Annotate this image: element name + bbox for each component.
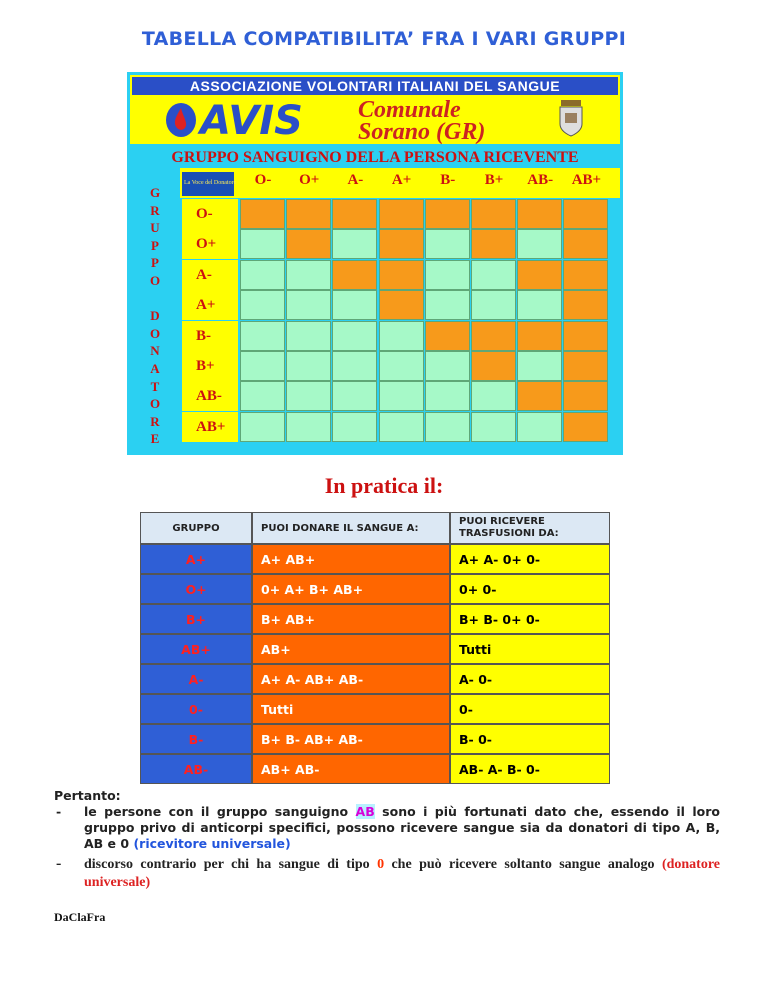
notes [54, 788, 720, 892]
note1-part-c: (ricevitore universale) [133, 836, 291, 851]
matrix-cell-incompatible [332, 290, 377, 320]
donor-letter: O [149, 325, 161, 341]
matrix-cell-incompatible [471, 381, 516, 411]
note1-part-b: sono i più fortunati dato che, essendo il loro gruppo privo di anticorpi specifici, possono ricevere sangue sia da donatori di tipo A, B, AB e 0 [84, 804, 720, 851]
donor-letter: E [150, 431, 160, 447]
cell-ricevere: B+ B- 0+ 0- [450, 604, 610, 634]
matrix-cell-compatible [517, 381, 562, 411]
matrix-cell-incompatible [240, 290, 285, 320]
matrix-cell-incompatible [471, 290, 516, 320]
cell-gruppo: AB- [140, 754, 252, 784]
avis-logo [160, 98, 360, 140]
matrix-cell-compatible [563, 229, 608, 259]
matrix-cell-incompatible [425, 381, 470, 411]
signature: DaClaFra [54, 910, 106, 924]
matrix-cell-incompatible [379, 412, 424, 442]
matrix-cell-incompatible [379, 351, 424, 381]
donor-letter: T [150, 378, 160, 394]
donor-group-label [140, 184, 170, 448]
notes-item-1-text [84, 804, 720, 852]
row-header: AB+ [182, 412, 238, 442]
cell-donare: B+ B- AB+ AB- [252, 724, 450, 754]
matrix-cell-incompatible [425, 290, 470, 320]
matrix-cell-incompatible [425, 260, 470, 290]
donor-letter: G [149, 185, 161, 200]
table-row [140, 724, 610, 754]
cell-gruppo: B- [140, 724, 252, 754]
comunale-text [358, 99, 485, 143]
note2-part-b: che può ricevere soltanto sangue analogo [391, 857, 655, 872]
mini-logo-text: La Voce del Donatore [184, 180, 237, 186]
column-header: AB- [527, 172, 554, 188]
row-header: O+ [182, 229, 238, 259]
cell-ricevere: A- 0- [450, 664, 610, 694]
matrix-cell-compatible [563, 290, 608, 320]
matrix-cell-compatible [563, 412, 608, 442]
matrix-cell-compatible [517, 199, 562, 229]
matrix-cell-compatible [517, 260, 562, 290]
donor-letter: O [149, 272, 161, 288]
cell-donare: A+ AB+ [252, 544, 450, 574]
row-header: O- [182, 199, 238, 229]
header-ricevere: PUOI RICEVERE TRASFUSIONI DA: [450, 512, 610, 544]
table-row [140, 604, 610, 634]
note2-part-a: discorso contrario per chi ha sangue di tipo [84, 857, 370, 872]
matrix-cell-compatible [240, 199, 285, 229]
matrix-cell-compatible [332, 199, 377, 229]
donor-letter: D [150, 308, 160, 324]
matrix-cell-incompatible [471, 260, 516, 290]
matrix-cell-incompatible [240, 412, 285, 442]
matrix-cell-compatible [563, 199, 608, 229]
note2-zero: 0 [377, 857, 385, 872]
matrix-cell-incompatible [286, 351, 331, 381]
column-header: O+ [299, 172, 320, 188]
matrix-cell-compatible [286, 199, 331, 229]
cell-donare: AB+ [252, 634, 450, 664]
matrix-cell-incompatible [240, 229, 285, 259]
row-header: A- [182, 260, 238, 290]
cell-donare: Tutti [252, 694, 450, 724]
cell-gruppo: O+ [140, 574, 252, 604]
cell-donare: 0+ A+ B+ AB+ [252, 574, 450, 604]
notes-heading: Pertanto: [54, 788, 121, 803]
matrix-cell-incompatible [517, 351, 562, 381]
cell-ricevere: A+ A- 0+ 0- [450, 544, 610, 574]
matrix-cell-incompatible [240, 260, 285, 290]
bullet-dash: - [56, 804, 62, 819]
matrix-cell-incompatible [240, 351, 285, 381]
matrix-cell-compatible [379, 229, 424, 259]
donor-letter: P [151, 255, 159, 271]
table-row [140, 754, 610, 784]
cell-donare: AB+ AB- [252, 754, 450, 784]
cell-donare: A+ A- AB+ AB- [252, 664, 450, 694]
matrix-cell-compatible [471, 321, 516, 351]
matrix-cell-incompatible [517, 229, 562, 259]
note1-ab: AB [355, 804, 375, 819]
donor-letter: N [150, 343, 160, 359]
matrix-cell-incompatible [517, 290, 562, 320]
column-header: B+ [484, 172, 504, 188]
column-header: O- [254, 172, 272, 188]
notes-item-2 [54, 856, 720, 892]
matrix-cell-compatible [379, 290, 424, 320]
column-header: A- [347, 172, 364, 188]
row-header: B- [182, 321, 238, 351]
donor-letter: U [150, 220, 160, 236]
section-subtitle: In pratica il: [324, 473, 444, 498]
cell-gruppo: AB+ [140, 634, 252, 664]
header-gruppo: GRUPPO [140, 512, 252, 544]
donor-letter: P [151, 237, 159, 253]
matrix-cell-incompatible [286, 290, 331, 320]
mini-logo [182, 172, 237, 196]
donor-letter: A [150, 360, 160, 376]
comunale-line1: Comunale [358, 97, 461, 123]
cell-ricevere: Tutti [450, 634, 610, 664]
column-header: AB+ [571, 172, 602, 188]
association-name: ASSOCIAZIONE VOLONTARI ITALIANI DEL SANGUE [132, 77, 618, 95]
note2-part-c: (donatore universale) [84, 857, 721, 890]
column-header: B- [440, 172, 456, 188]
comunale-line2: Sorano (GR) [358, 119, 486, 145]
matrix-cell-compatible [563, 381, 608, 411]
cell-donare: B+ AB+ [252, 604, 450, 634]
matrix-cell-compatible [379, 260, 424, 290]
matrix-cell-incompatible [332, 229, 377, 259]
matrix-cell-incompatible [286, 260, 331, 290]
cell-gruppo: 0- [140, 694, 252, 724]
donor-letter: R [150, 202, 160, 218]
matrix-cell-compatible [563, 260, 608, 290]
notes-item-1 [54, 804, 720, 852]
donor-letter: O [149, 396, 161, 412]
notes-item-2-text [84, 856, 720, 892]
note1-part-a: le persone con il gruppo sanguigno [84, 804, 349, 819]
matrix-cell-incompatible [517, 412, 562, 442]
bullet-dash: - [56, 855, 62, 872]
matrix-cell-compatible [286, 229, 331, 259]
matrix-cell-incompatible [332, 412, 377, 442]
donor-letter [140, 290, 170, 308]
row-header: A+ [182, 290, 238, 320]
matrix-cell-incompatible [286, 381, 331, 411]
table-header-row [140, 512, 610, 544]
matrix-cell-incompatible [379, 381, 424, 411]
cell-ricevere: B- 0- [450, 724, 610, 754]
page-title: TABELLA COMPATIBILITA’ FRA I VARI GRUPPI [141, 28, 627, 50]
matrix-cell-incompatible [332, 381, 377, 411]
matrix-cell-incompatible [240, 321, 285, 351]
column-header: A+ [391, 172, 412, 188]
matrix-cell-incompatible [286, 321, 331, 351]
matrix-cell-incompatible [425, 351, 470, 381]
matrix-cell-compatible [517, 321, 562, 351]
matrix-cell-incompatible [286, 412, 331, 442]
matrix-cell-compatible [471, 351, 516, 381]
table-row [140, 544, 610, 574]
table-row [140, 574, 610, 604]
matrix-cell-compatible [332, 260, 377, 290]
matrix-cell-compatible [563, 351, 608, 381]
matrix-cell-compatible [425, 321, 470, 351]
matrix-cell-incompatible [471, 412, 516, 442]
avis-logo-text: AVIS [200, 98, 303, 140]
matrix-cell-incompatible [240, 381, 285, 411]
matrix-cell-compatible [379, 199, 424, 229]
matrix-cell-incompatible [332, 321, 377, 351]
cell-gruppo: A+ [140, 544, 252, 574]
table-row [140, 664, 610, 694]
donor-letter: R [150, 413, 160, 429]
matrix-cell-compatible [563, 321, 608, 351]
header-donare: PUOI DONARE IL SANGUE A: [252, 512, 450, 544]
matrix-cell-incompatible [425, 412, 470, 442]
receiver-group-title: GRUPPO SANGUIGNO DELLA PERSONA RICEVENTE [171, 149, 579, 166]
matrix-cell-compatible [471, 199, 516, 229]
table-row [140, 634, 610, 664]
cell-ricevere: 0+ 0- [450, 574, 610, 604]
cell-gruppo: A- [140, 664, 252, 694]
row-header: B+ [182, 351, 238, 381]
cell-ricevere: AB- A- B- 0- [450, 754, 610, 784]
matrix-cell-compatible [471, 229, 516, 259]
matrix-cell-incompatible [332, 351, 377, 381]
row-header: AB- [182, 381, 238, 411]
table-row [140, 694, 610, 724]
matrix-cell-incompatible [425, 229, 470, 259]
donation-table [140, 512, 610, 784]
matrix-cell-compatible [425, 199, 470, 229]
town-crest-icon [556, 98, 586, 138]
cell-ricevere: 0- [450, 694, 610, 724]
cell-gruppo: B+ [140, 604, 252, 634]
matrix-cell-incompatible [379, 321, 424, 351]
